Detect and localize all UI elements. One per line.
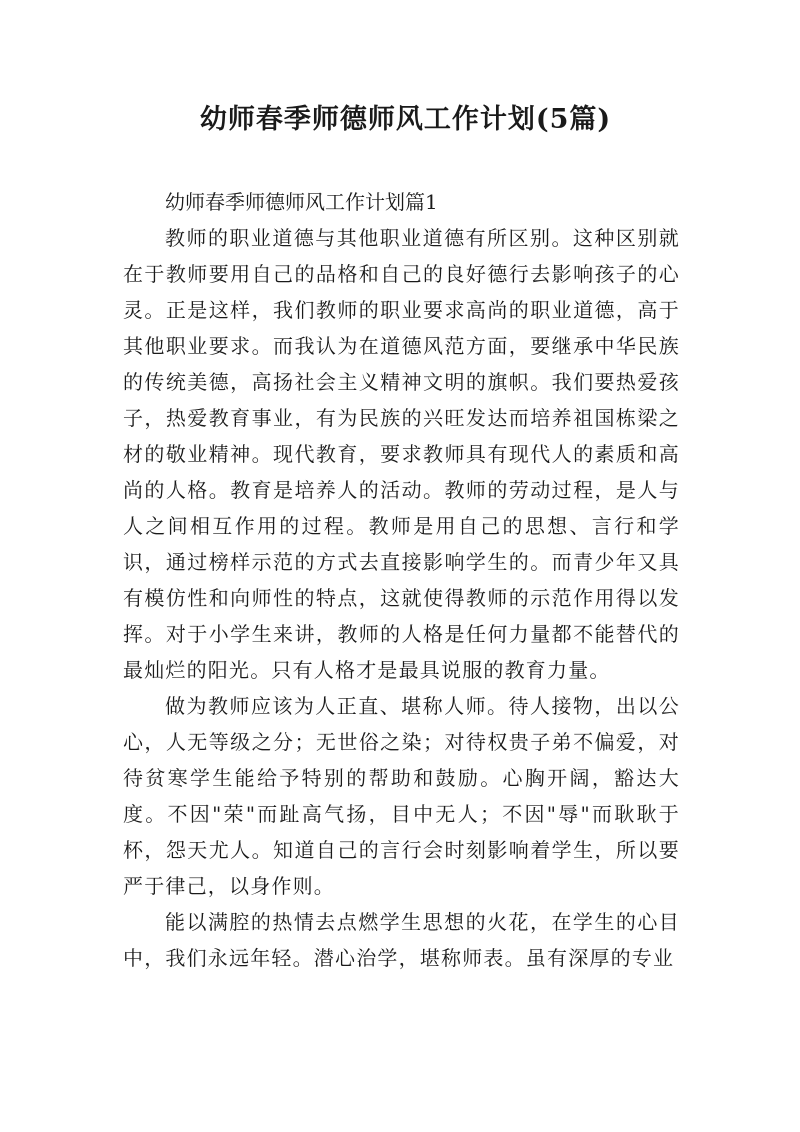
paragraph-2: 做为教师应该为人正直、堪称人师。待人接物，出以公心，人无等级之分；无世俗之染；对待权贵子弟不偏爱，对待贫寒学生能给予特别的帮助和鼓励。心胸开阔，豁达大度。不因"荣"而趾高气扬，目中无人；不因"辱"而耿耿于杯，怨天尤人。知道自己的言行会时刻影响着学生，所以要严于律己，以身作则。 (123, 694, 680, 898)
paragraph-3: 能以满腔的热情去点燃学生思想的火花，在学生的心目中，我们永远年轻。潜心治学，堪称师表。虽有深厚的专业 (123, 910, 680, 970)
document-title: 幼师春季师德师风工作计划(5篇) (199, 104, 612, 135)
paragraph-1: 教师的职业道德与其他职业道德有所区别。这种区别就在于教师要用自己的品格和自己的良好德行去影响孩子的心灵。正是这样，我们教师的职业要求高尚的职业道德，高于其他职业要求。而我认为在道德风范方面，要继承中华民族的传统美德，高扬社会主义精神文明的旗帜。我们要热爱孩子，热爱教育事业，有为民族的兴旺发达而培养祖国栋梁之材的敬业精神。现代教育，要求教师具有现代人的素质和高尚的人格。教育是培养人的活动。教师的劳动过程，是人与人之间相互作用的过程。教师是用自己的思想、言行和学识，通过榜样示范的方式去直接影响学生的。而青少年又具有模仿性和向师性的特点，这就使得教师的示范作用得以发挥。对于小学生来讲，教师的人格是任何力量都不能替代的最灿烂的阳光。只有人格才是最具说服的教育力量。 (123, 226, 680, 682)
section-heading: 幼师春季师德师风工作计划篇1 (165, 190, 438, 214)
